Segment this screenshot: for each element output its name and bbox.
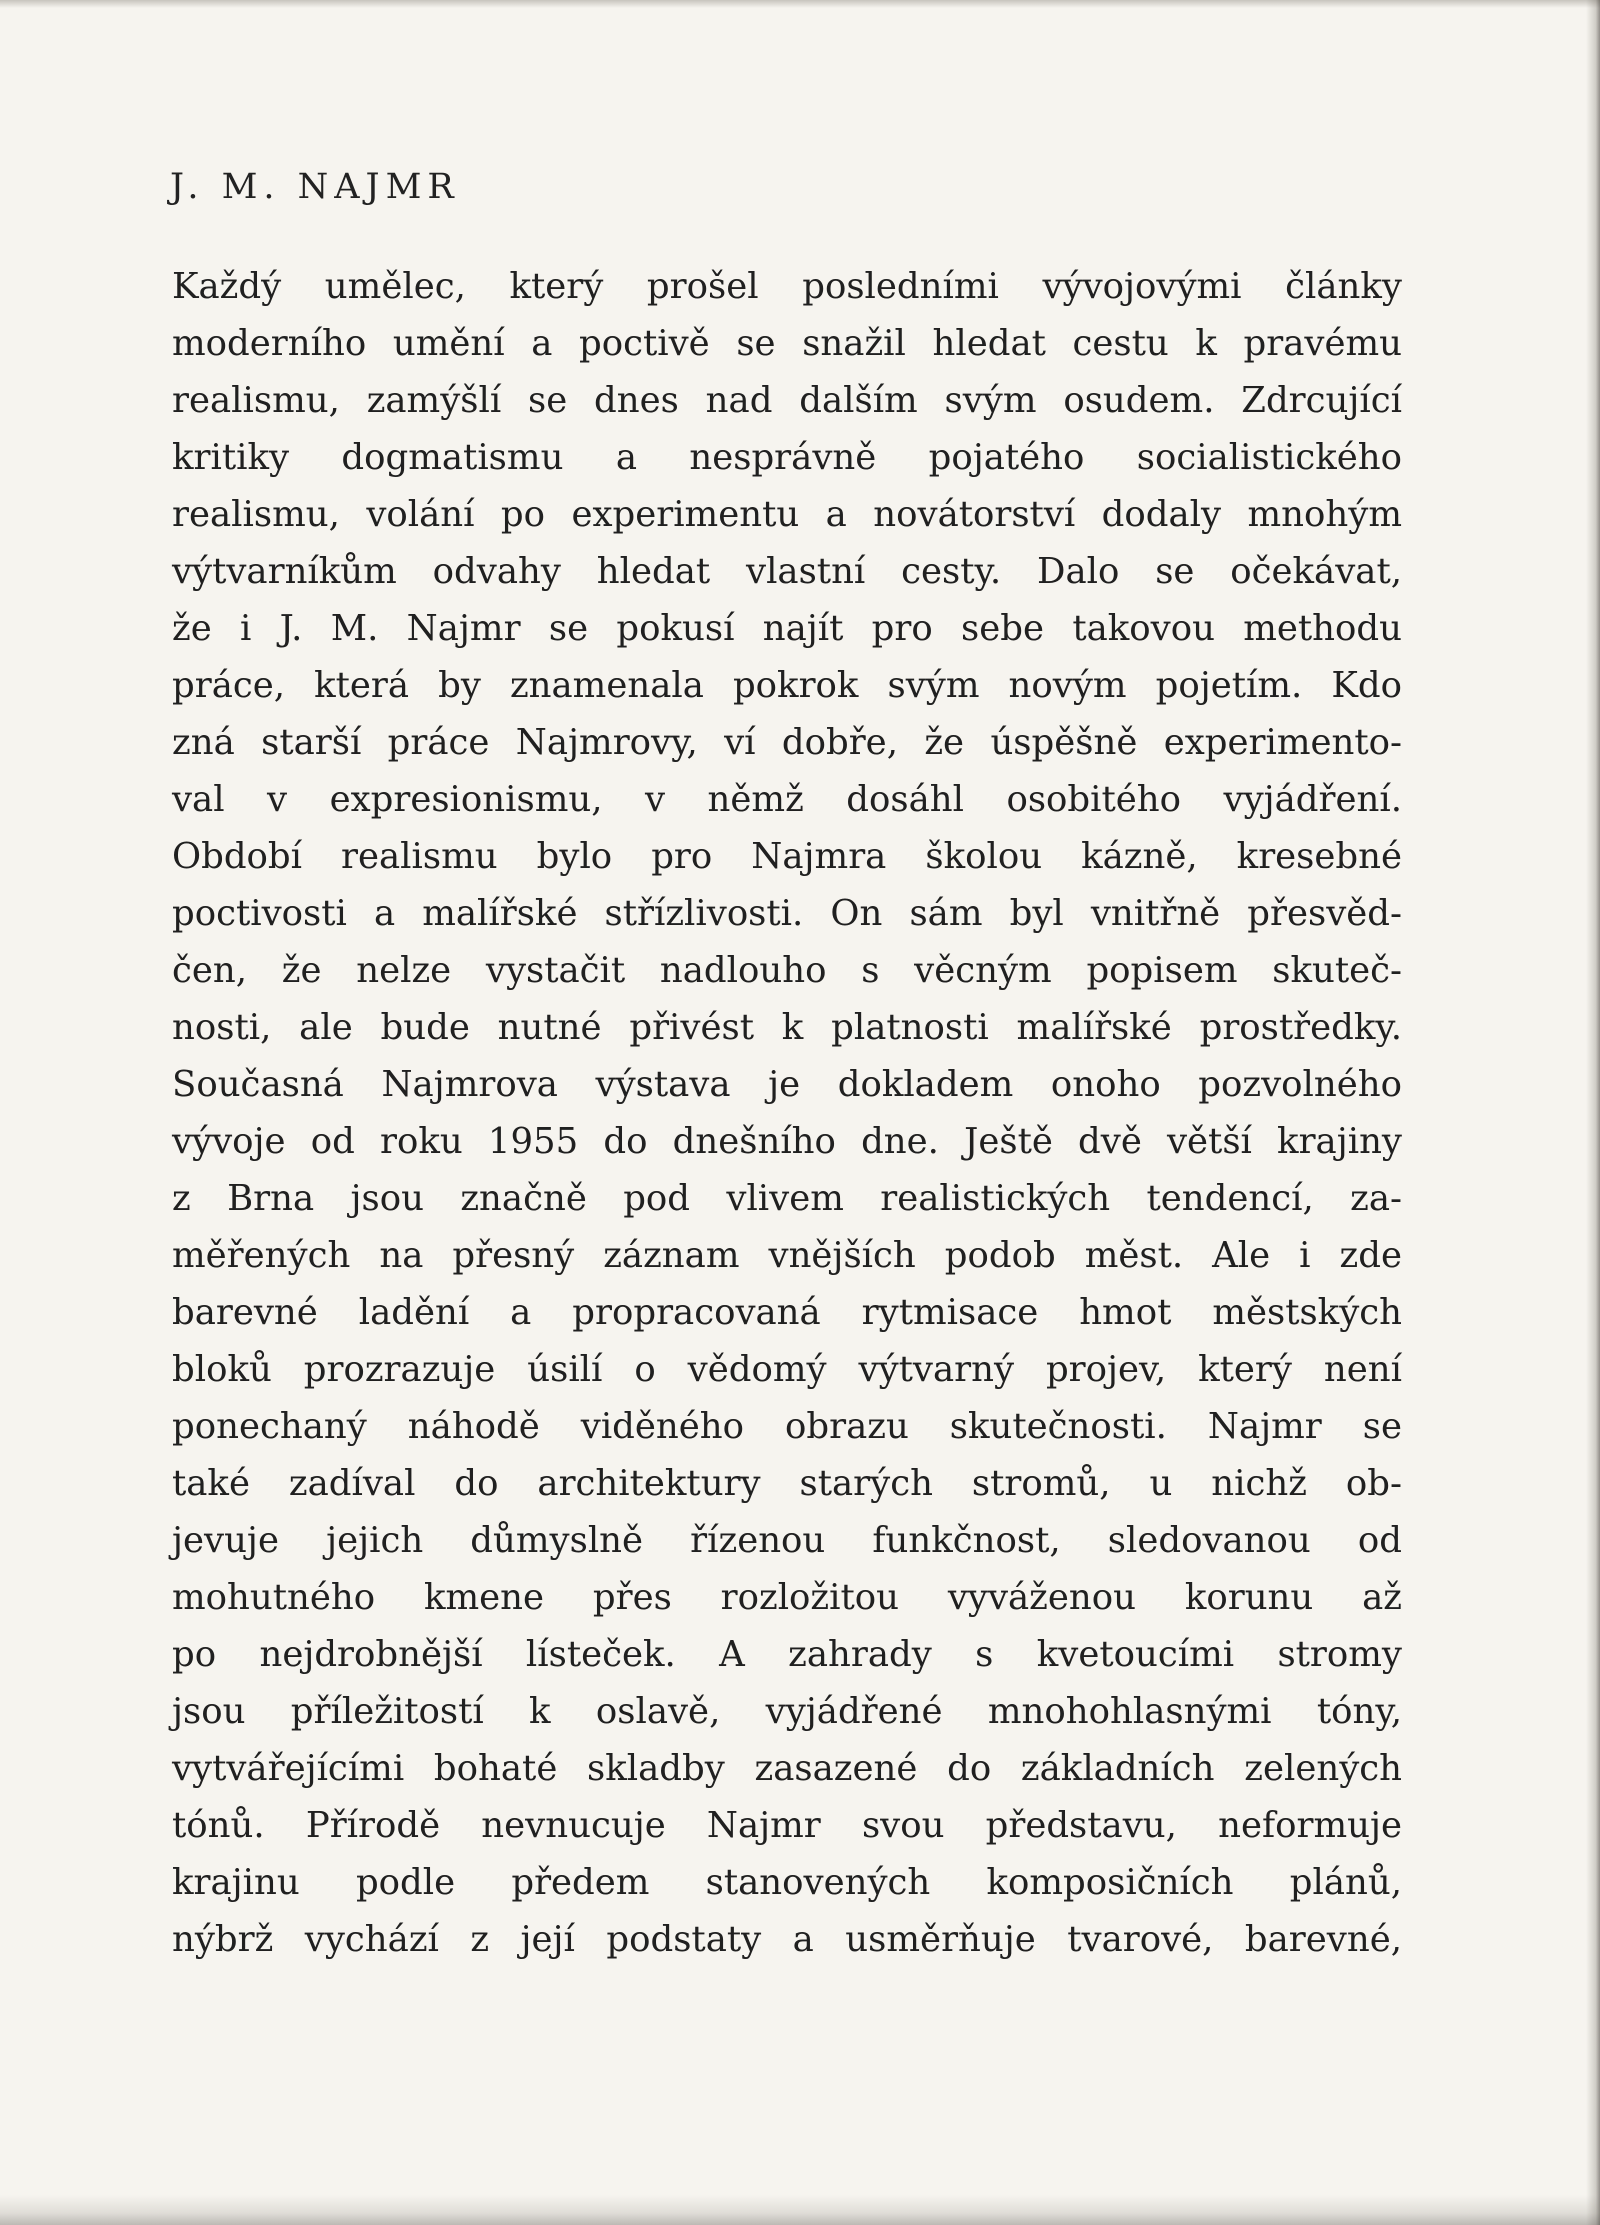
text-line: po nejdrobnější lísteček. A zahrady s kvetoucími stromy — [172, 1634, 1402, 1675]
text-line: vývoje od roku 1955 do dnešního dne. Ještě dvě větší krajiny — [172, 1121, 1402, 1162]
text-line: tónů. Přírodě nevnucuje Najmr svou představu, neformuje — [172, 1805, 1402, 1846]
text-line: vytvářejícími bohaté skladby zasazené do základních zelených — [172, 1748, 1402, 1789]
text-line: čen, že nelze vystačit nadlouho s věcným popisem skuteč- — [172, 950, 1402, 991]
text-line: nýbrž vychází z její podstaty a usměrňuje tvarové, barevné, — [172, 1919, 1402, 1960]
text-line: Každý umělec, který prošel posledními vývojovými články — [172, 266, 1402, 307]
text-line: realismu, zamýšlí se dnes nad dalším svým osudem. Zdrcující — [172, 380, 1402, 421]
text-line: že i J. M. Najmr se pokusí najít pro sebe takovou methodu — [172, 608, 1402, 649]
text-line: z Brna jsou značně pod vlivem realistických tendencí, za- — [172, 1178, 1402, 1219]
text-line: Období realismu bylo pro Najmra školou kázně, kresebné — [172, 836, 1402, 877]
text-line: moderního umění a poctivě se snažil hledat cestu k pravému — [172, 323, 1402, 364]
page-top-edge-shadow — [0, 0, 1600, 8]
page-bottom-edge-shadow — [0, 2195, 1600, 2225]
text-line: jevuje jejich důmyslně řízenou funkčnost, sledovanou od — [172, 1520, 1402, 1561]
text-line: měřených na přesný záznam vnějších podob měst. Ale i zde — [172, 1235, 1402, 1276]
text-line: práce, která by znamenala pokrok svým novým pojetím. Kdo — [172, 665, 1402, 706]
text-line: krajinu podle předem stanovených komposičních plánů, — [172, 1862, 1402, 1903]
author-heading: J. M. NAJMR — [170, 167, 460, 207]
text-line: také zadíval do architektury starých stromů, u nichž ob- — [172, 1463, 1402, 1504]
text-line: zná starší práce Najmrovy, ví dobře, že úspěšně experimento- — [172, 722, 1402, 763]
essay-paragraph — [172, 258, 1402, 1968]
text-line: ponechaný náhodě viděného obrazu skutečnosti. Najmr se — [172, 1406, 1402, 1447]
text-line: bloků prozrazuje úsilí o vědomý výtvarný projev, který není — [172, 1349, 1402, 1390]
text-line: val v expresionismu, v němž dosáhl osobitého vyjádření. — [172, 779, 1402, 820]
text-line: mohutného kmene přes rozložitou vyváženou korunu až — [172, 1577, 1402, 1618]
text-line: barevné ladění a propracovaná rytmisace hmot městských — [172, 1292, 1402, 1333]
text-line: nosti, ale bude nutné přivést k platnosti malířské prostředky. — [172, 1007, 1402, 1048]
text-line: výtvarníkům odvahy hledat vlastní cesty. Dalo se očekávat, — [172, 551, 1402, 592]
text-line: jsou příležitostí k oslavě, vyjádřené mnohohlasnými tóny, — [172, 1691, 1402, 1732]
text-line: poctivosti a malířské střízlivosti. On sám byl vnitřně přesvěd- — [172, 893, 1402, 934]
text-line: realismu, volání po experimentu a novátorství dodaly mnohým — [172, 494, 1402, 535]
text-line: Současná Najmrova výstava je dokladem onoho pozvolného — [172, 1064, 1402, 1105]
page-right-edge-shadow — [1586, 0, 1600, 2225]
text-line: kritiky dogmatismu a nesprávně pojatého socialistického — [172, 437, 1402, 478]
